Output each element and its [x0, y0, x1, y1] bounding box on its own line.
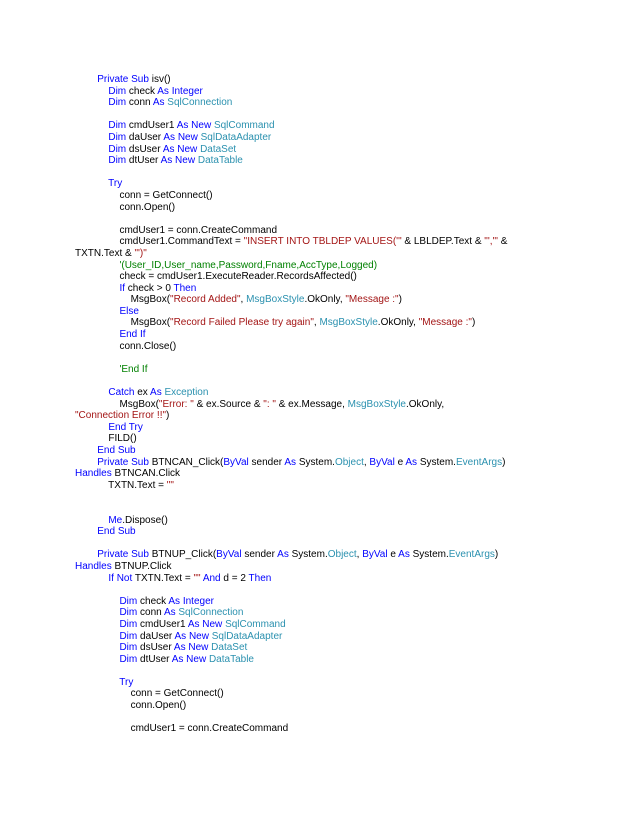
keyword: Dim [119, 607, 138, 619]
code-text [75, 306, 119, 317]
code-text: ) [494, 549, 499, 561]
keyword: If [140, 329, 146, 341]
code-text [75, 677, 119, 688]
keyword: As [398, 549, 410, 561]
code-line [75, 688, 635, 700]
keyword: New [202, 618, 223, 630]
code-line [75, 375, 635, 387]
code-line [75, 317, 635, 329]
keyword: As [187, 618, 200, 630]
string-literal: "')" [134, 247, 147, 259]
keyword: As [162, 143, 175, 155]
keyword: Dim [108, 155, 127, 167]
keyword: Not [116, 572, 133, 584]
code-line [75, 573, 635, 585]
type-name: Object [327, 549, 357, 561]
code-text: ex [134, 387, 151, 399]
code-text [75, 260, 119, 271]
keyword: Private [97, 456, 129, 468]
code-line [75, 700, 635, 712]
keyword: Try [108, 178, 123, 190]
keyword: Handles [75, 468, 112, 480]
code-line [75, 120, 635, 132]
code-text: conn.Open() [75, 201, 176, 213]
keyword: As [176, 120, 189, 132]
code-text: .OkOnly, [377, 317, 419, 329]
keyword: End [97, 445, 116, 456]
keyword: As [277, 549, 289, 561]
comment: 'End If [119, 363, 148, 375]
keyword: As [284, 456, 297, 468]
keyword: Dim [108, 120, 127, 132]
code-line [75, 352, 635, 364]
code-text: dsUser [137, 642, 174, 654]
code-text: cmdUser1.CommandText = [75, 236, 244, 248]
code-text: conn [126, 97, 153, 109]
code-line [75, 74, 635, 86]
code-text: BTNUP_Click( [148, 549, 217, 561]
code-text: dtUser [137, 653, 172, 665]
code-line [75, 468, 635, 480]
code-text: BTNCAN.Click [111, 468, 181, 480]
keyword: ByVal [362, 549, 388, 561]
type-name: DataTable [208, 653, 254, 665]
type-name: MsgBoxStyle [347, 398, 406, 410]
keyword: New [191, 120, 212, 132]
string-literal: ": " [263, 398, 276, 410]
code-line [75, 526, 635, 538]
code-text [75, 364, 119, 375]
keyword: Then [248, 572, 272, 584]
keyword: New [177, 131, 198, 143]
code-line [75, 549, 635, 561]
type-name: DataSet [211, 642, 248, 654]
keyword: Sub [131, 456, 149, 468]
code-line [75, 144, 635, 156]
keyword: As [405, 456, 418, 468]
code-listing [75, 74, 635, 735]
code-text [75, 596, 119, 607]
keyword: As [157, 85, 169, 97]
code-text: TXTN.Text = [132, 572, 194, 584]
keyword: Try [128, 421, 143, 433]
string-literal: "" [193, 572, 201, 584]
code-line [75, 491, 635, 503]
keyword: ByVal [223, 456, 249, 468]
code-text: isv() [148, 74, 171, 85]
code-line [75, 202, 635, 214]
type-name: MsgBoxStyle [246, 294, 305, 306]
code-line [75, 665, 635, 677]
code-text: check > 0 [125, 282, 174, 294]
keyword: Dim [108, 143, 127, 155]
code-text: e [394, 456, 406, 468]
keyword: Dim [108, 131, 127, 143]
code-text: & ex.Source & [193, 398, 264, 410]
keyword: Private [97, 74, 129, 85]
code-text: FILD() [75, 433, 137, 445]
code-line [75, 723, 635, 735]
code-text: & ex.Message, [275, 398, 348, 410]
keyword: New [188, 630, 209, 642]
code-text: ) [398, 294, 402, 306]
type-name: EventArgs [448, 549, 495, 561]
code-text: .OkOnly, [304, 294, 346, 306]
code-line [75, 642, 635, 654]
keyword: End [108, 421, 127, 433]
code-text: .Dispose() [122, 514, 168, 526]
code-text [75, 422, 108, 433]
code-text: , [363, 456, 370, 468]
code-line [75, 364, 635, 376]
keyword: Catch [108, 387, 135, 399]
code-text: conn = GetConnect() [75, 189, 213, 201]
code-line [75, 399, 635, 411]
type-name: SqlCommand [213, 120, 275, 132]
code-line [75, 271, 635, 283]
code-text [75, 74, 97, 85]
code-text [75, 329, 119, 340]
keyword: If [108, 572, 114, 584]
keyword: As [171, 653, 184, 665]
code-text [75, 573, 108, 584]
keyword: Dim [119, 595, 138, 607]
keyword: As [168, 595, 181, 607]
type-name: DataSet [200, 143, 237, 155]
code-line [75, 619, 635, 631]
code-line [75, 341, 635, 353]
keyword: Private [97, 549, 129, 561]
code-line [75, 596, 635, 608]
code-line [75, 178, 635, 190]
code-line [75, 503, 635, 515]
type-name: SqlConnection [178, 607, 244, 619]
string-literal: "Connection Error !!" [75, 410, 167, 422]
keyword: And [202, 572, 221, 584]
code-text [75, 631, 119, 642]
code-text: d = 2 [220, 572, 249, 584]
code-text [75, 97, 108, 108]
keyword: Integer [171, 85, 203, 97]
code-line [75, 306, 635, 318]
keyword: Sub [117, 526, 136, 538]
type-name: DataTable [197, 155, 243, 167]
code-line [75, 109, 635, 121]
keyword: End [119, 329, 138, 341]
code-text: check [126, 85, 158, 97]
code-line [75, 329, 635, 341]
code-line [75, 712, 635, 724]
keyword: Handles [75, 560, 112, 572]
keyword: Sub [131, 549, 149, 561]
code-line [75, 422, 635, 434]
code-text: ) [166, 410, 170, 422]
code-text [75, 515, 108, 526]
code-text: System. [288, 549, 328, 561]
keyword: Sub [131, 74, 149, 85]
code-text: daUser [137, 630, 175, 642]
code-text: ) [502, 456, 506, 468]
code-text: MsgBox( [75, 398, 159, 410]
keyword: As [152, 97, 165, 109]
code-text [75, 86, 108, 97]
keyword: End [97, 526, 116, 538]
code-text [75, 283, 119, 294]
code-text: daUser [126, 131, 164, 143]
code-text: , [313, 317, 320, 329]
code-text: System. [409, 549, 449, 561]
code-line [75, 225, 635, 237]
keyword: Me [108, 514, 123, 526]
keyword: Then [173, 282, 197, 294]
string-literal: "Record Failed Please try again" [170, 317, 314, 329]
keyword: New [186, 653, 207, 665]
code-text: .OkOnly, [406, 398, 445, 410]
type-name: SqlCommand [225, 618, 286, 630]
code-text: conn [137, 607, 164, 619]
keyword: Dim [119, 653, 138, 665]
code-line [75, 480, 635, 492]
code-text: cmdUser1 = conn.CreateCommand [75, 723, 289, 735]
type-name: SqlDataAdapter [211, 630, 283, 642]
code-text: TXTN.Text & [75, 247, 135, 259]
code-text: e [387, 549, 399, 561]
code-text: conn.Open() [75, 700, 187, 712]
keyword: Dim [119, 630, 138, 642]
code-line [75, 86, 635, 98]
code-line [75, 260, 635, 272]
code-text [75, 132, 108, 143]
type-name: SqlDataAdapter [200, 131, 272, 143]
code-text: cmdUser1 [137, 618, 188, 630]
code-text [75, 457, 97, 468]
code-text: & [497, 236, 508, 248]
code-text: sender [248, 456, 285, 468]
code-text [75, 387, 108, 398]
code-line [75, 387, 635, 399]
keyword: Sub [117, 445, 136, 456]
code-text: & LBLDEP.Text & [401, 236, 485, 248]
code-text: , [356, 549, 363, 561]
code-text: check [137, 595, 169, 607]
keyword: As [163, 607, 176, 619]
code-line [75, 190, 635, 202]
string-literal: "INSERT INTO TBLDEP VALUES('" [243, 236, 402, 248]
code-text [75, 526, 97, 537]
string-literal: "" [166, 479, 174, 491]
code-text [75, 144, 108, 155]
code-text: check = cmdUser1.ExecuteReader.RecordsAffected() [75, 271, 357, 283]
code-line [75, 294, 635, 306]
keyword: Dim [108, 97, 127, 109]
keyword: As [174, 630, 187, 642]
code-line [75, 283, 635, 295]
type-name: EventArgs [455, 456, 503, 468]
code-text [75, 445, 97, 456]
keyword: ByVal [216, 549, 242, 561]
code-text: conn = GetConnect() [75, 688, 224, 700]
type-name: MsgBoxStyle [319, 317, 378, 329]
keyword: As [150, 387, 162, 399]
code-text: cmdUser1 [126, 120, 177, 132]
string-literal: "Message :" [345, 294, 399, 306]
code-text: dtUser [126, 155, 161, 167]
code-text: cmdUser1 = conn.CreateCommand [75, 224, 278, 236]
code-text [75, 642, 119, 653]
keyword: Dim [119, 642, 138, 654]
code-text [75, 549, 97, 560]
code-text: System. [417, 456, 456, 468]
keyword: New [175, 155, 196, 167]
code-text [75, 607, 119, 618]
code-line [75, 132, 635, 144]
keyword: As [173, 642, 186, 654]
code-line [75, 457, 635, 469]
keyword: If [119, 282, 126, 294]
keyword: New [177, 143, 198, 155]
code-text: conn.Close() [75, 340, 177, 352]
code-text: ) [471, 317, 476, 329]
code-line [75, 167, 635, 179]
code-text [75, 178, 108, 189]
code-text [75, 619, 119, 630]
code-line [75, 97, 635, 109]
keyword: ByVal [369, 456, 395, 468]
keyword: Dim [108, 85, 127, 97]
code-text: MsgBox( [75, 294, 171, 306]
code-line [75, 236, 635, 248]
code-line [75, 631, 635, 643]
string-literal: "Record Added" [170, 294, 241, 306]
type-name: SqlConnection [167, 97, 233, 109]
code-line [75, 155, 635, 167]
code-text: TXTN.Text = [75, 479, 167, 491]
type-name: Object [334, 456, 364, 468]
code-line [75, 654, 635, 666]
keyword: Try [119, 676, 134, 688]
code-line [75, 584, 635, 596]
code-text: dsUser [126, 143, 163, 155]
keyword: New [188, 642, 209, 654]
code-text [75, 120, 108, 131]
code-line [75, 538, 635, 550]
code-text: MsgBox( [75, 317, 171, 329]
keyword: As [163, 131, 176, 143]
code-line [75, 607, 635, 619]
comment: '(User_ID,User_name,Password,Fname,AccType,Logged) [119, 259, 378, 271]
code-text: BTNUP.Click [111, 560, 172, 572]
code-text: sender [241, 549, 278, 561]
keyword: As [160, 155, 173, 167]
string-literal: "','" [484, 236, 498, 248]
code-line [75, 248, 635, 260]
code-text [75, 155, 108, 166]
keyword: Dim [119, 618, 138, 630]
code-line [75, 433, 635, 445]
code-text: System. [296, 456, 335, 468]
code-text: BTNCAN_Click( [148, 456, 224, 468]
string-literal: "Error: " [158, 398, 194, 410]
code-line [75, 561, 635, 573]
code-line [75, 445, 635, 457]
code-text [75, 654, 119, 665]
keyword: Integer [182, 595, 214, 607]
code-line [75, 677, 635, 689]
type-name: Exception [164, 387, 209, 399]
string-literal: "Message :" [418, 317, 472, 329]
keyword: Else [119, 305, 139, 317]
code-line [75, 213, 635, 225]
code-text: , [240, 294, 247, 306]
code-line [75, 515, 635, 527]
code-line [75, 410, 635, 422]
